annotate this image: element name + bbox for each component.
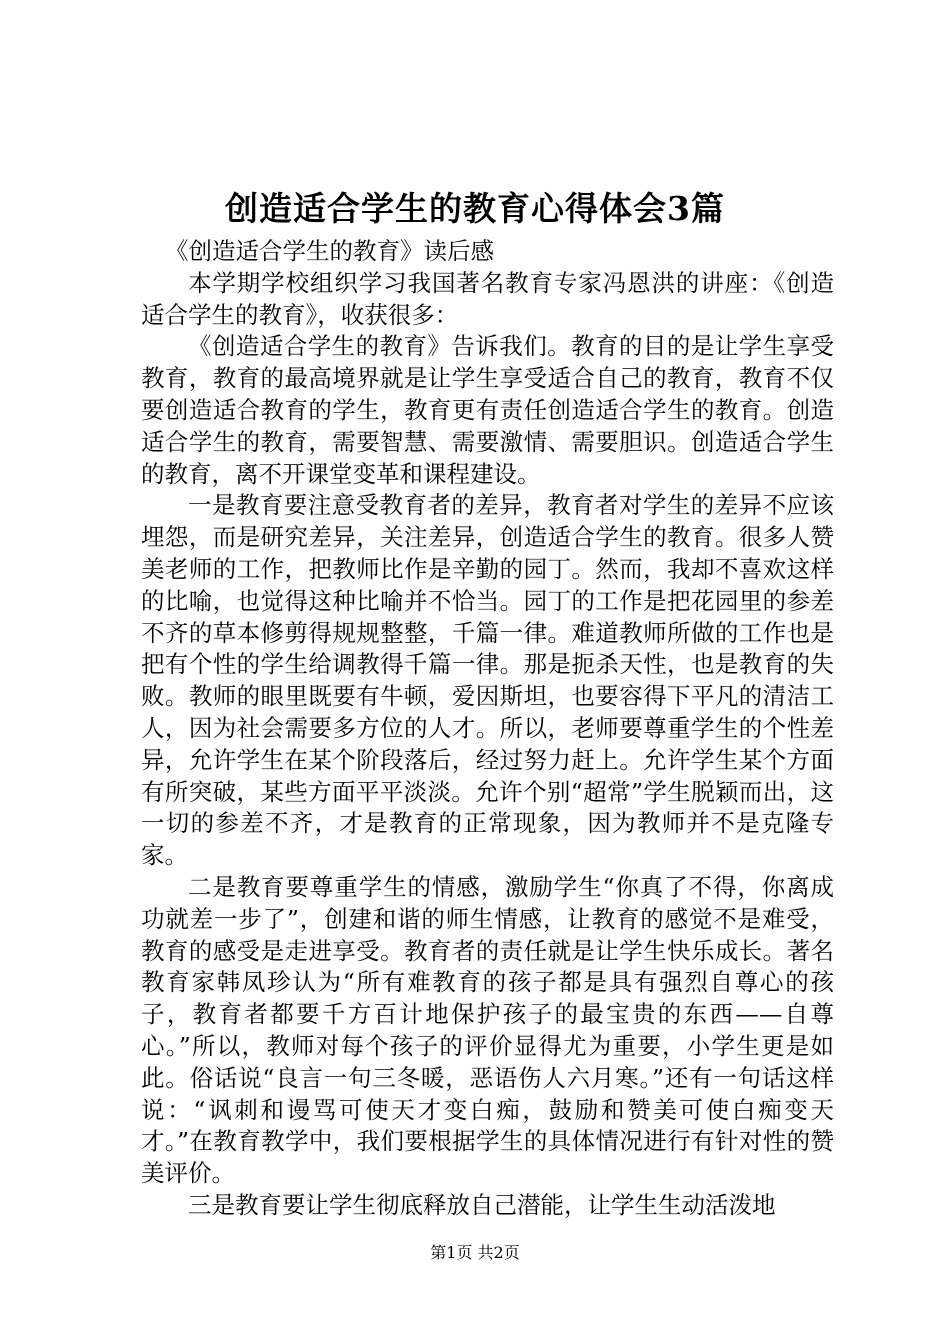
page-footer: 第1页 共2页	[430, 1243, 520, 1262]
paragraph-point-one: 一是教育要注意受教育者的差异，教育者对学生的差异不应该埋怨，而是研究差异，关注差异，创造适合学生的教育。很多人赞美老师的工作，把教师比作是辛勤的园丁。然而，我却不喜欢这样的比喻，也觉得这种比喻并不恰当。园丁的工作是把花园里的参差不齐的草本修剪得规规整整，千篇一律。难道教师所做的工作也是把有个性的学生给调教得千篇一律。那是扼杀天性，也是教育的失败。教师的眼里既要有牛顿，爱因斯坦，也要容得下平凡的清洁工人，因为社会需要多方位的人才。所以，老师要尊重学生的个性差异，允许学生在某个阶段落后，经过努力赶上。允许学生某个方面有所突破，某些方面平平淡淡。允许个别“超常”学生脱颖而出，这一切的参差不齐，才是教育的正常现象，因为教师并不是克隆专家。	[141, 491, 834, 870]
paragraph-intro: 本学期学校组织学习我国著名教育专家冯恩洪的讲座：《创造适合学生的教育》，收获很多：	[141, 268, 834, 329]
paragraph-point-three: 三是教育要让学生彻底释放自己潜能，让学生生动活泼地	[188, 1190, 776, 1219]
paragraph-point-two: 二是教育要尊重学生的情感，激励学生“你真了不得，你离成功就差一步了”，创建和谐的师生情感，让教育的感觉不是难受，教育的感受是走进享受。教育者的责任就是让学生快乐成长。著名教育家韩凤珍认为“所有难教育的孩子都是具有强烈自尊心的孩子，教育者都要千方百计地保护孩子的最宝贵的东西——自尊心。”所以，教师对每个孩子的评价显得尤为重要，小学生更是如此。俗话说“良言一句三冬暖，恶语伤人六月寒。”还有一句话这样说：“讽刺和谩骂可使天才变白痴，鼓励和赞美可使白痴变天才。”在教育教学中，我们要根据学生的具体情况进行有针对性的赞美评价。	[141, 872, 834, 1188]
paragraph-summary: 《创造适合学生的教育》告诉我们。教育的目的是让学生享受教育，教育的最高境界就是让学生享受适合自己的教育，教育不仅要创造适合教育的学生，教育更有责任创造适合学生的教育。创造适合学生的教育，需要智慧、需要激情、需要胆识。创造适合学生的教育，离不开课堂变革和课程建设。	[141, 332, 834, 488]
document-title: 创造适合学生的教育心得体会3篇	[225, 189, 725, 228]
document-subtitle: 《创造适合学生的教育》读后感	[165, 237, 494, 265]
document-body	[141, 236, 834, 1222]
